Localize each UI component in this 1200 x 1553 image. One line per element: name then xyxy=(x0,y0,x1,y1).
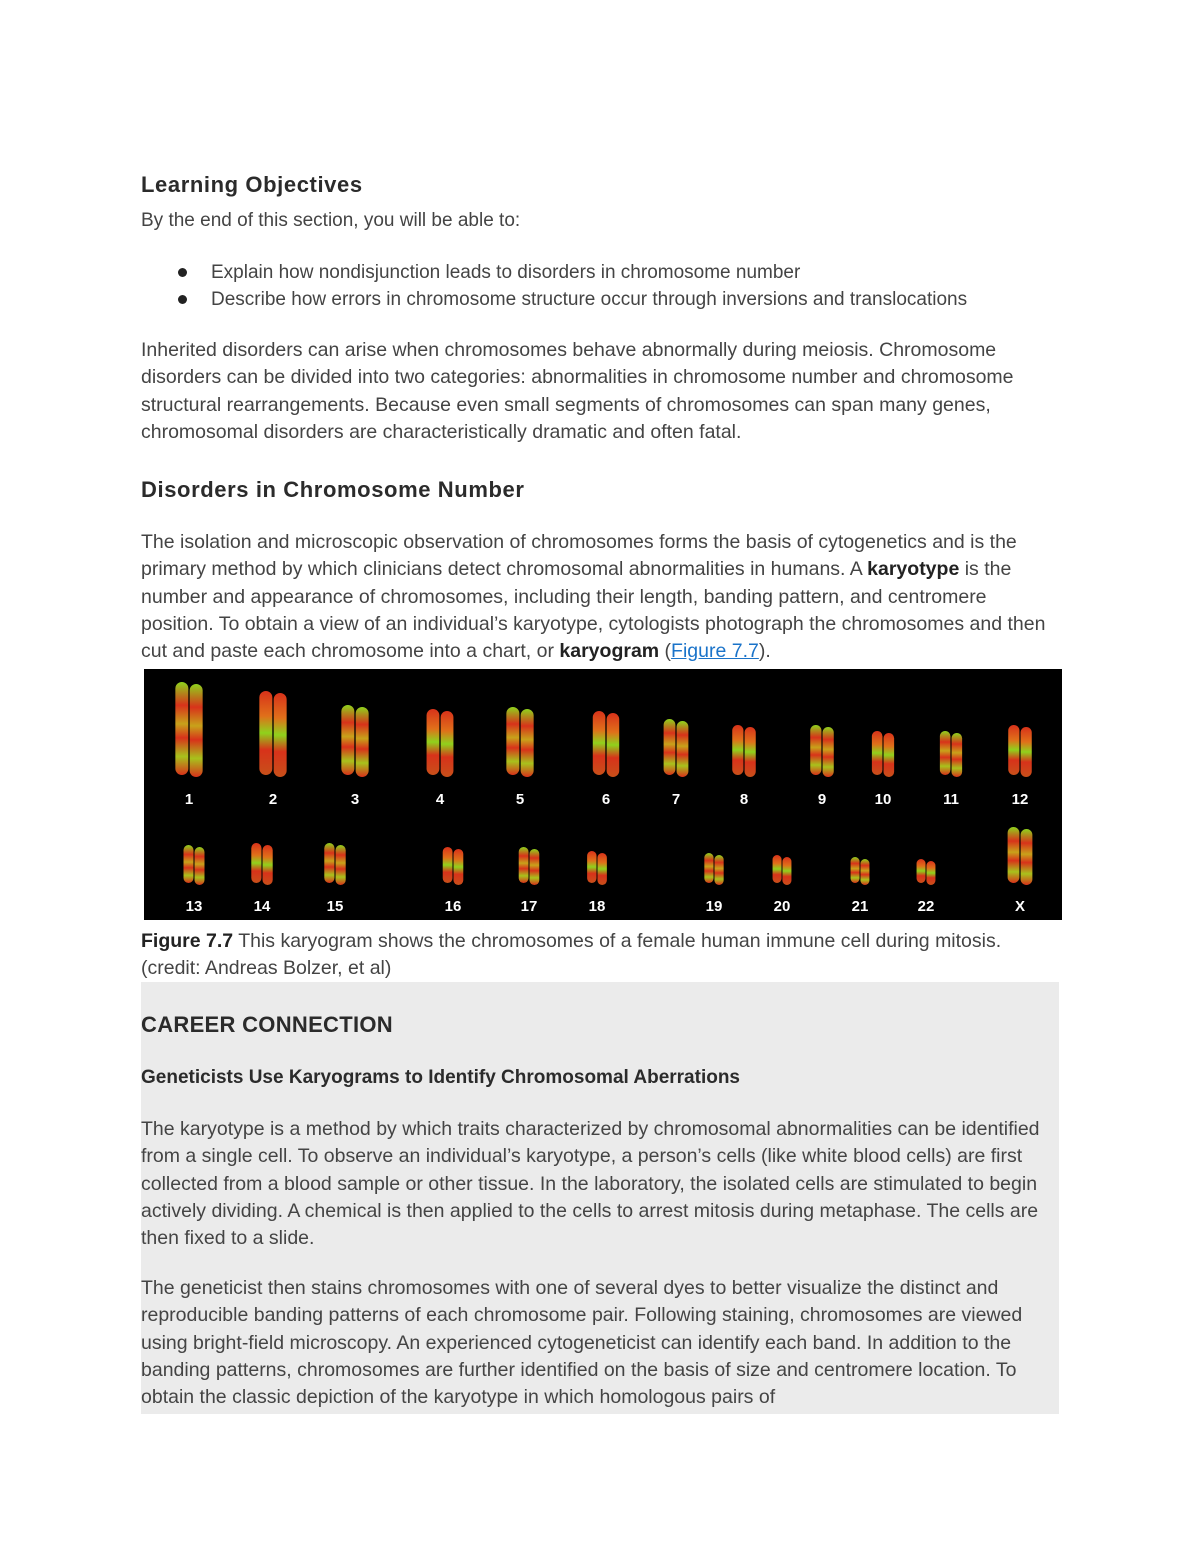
chromosome-11-2 xyxy=(952,733,963,777)
chromosome-label-16: 16 xyxy=(444,898,462,915)
paragraph-text: ( xyxy=(659,640,672,663)
chromosome-13-2 xyxy=(195,847,205,885)
chromosome-label-8: 8 xyxy=(739,791,749,808)
chromosome-label-14: 14 xyxy=(253,898,271,915)
chromosome-3-2 xyxy=(356,707,369,777)
chromosome-pair-18 xyxy=(587,851,607,885)
career-subtitle: Geneticists Use Karyograms to Identify Chromosomal Aberrations xyxy=(141,1067,741,1088)
chromosome-1-1 xyxy=(175,682,188,775)
chromosome-19-1 xyxy=(704,853,713,883)
chromosome-pair-8 xyxy=(732,725,756,777)
learning-objectives-heading: Learning Objectives xyxy=(141,172,363,197)
chromosome-pair-17 xyxy=(519,847,540,885)
chromosome-9-1 xyxy=(810,725,821,775)
section-heading: Disorders in Chromosome Number xyxy=(141,477,525,502)
figure-caption xyxy=(141,928,1061,983)
karyogram-figure xyxy=(144,669,1062,920)
chromosome-13-1 xyxy=(184,845,194,883)
chromosome-17-2 xyxy=(529,849,539,885)
chromosome-21-2 xyxy=(860,859,869,885)
chromosome-5-2 xyxy=(521,709,534,777)
chromosome-label-18: 18 xyxy=(588,898,606,915)
chromosome-pair-16 xyxy=(443,847,464,885)
chromosome-pair-21 xyxy=(851,857,870,885)
chromosome-label-7: 7 xyxy=(671,791,681,808)
chromosome-18-2 xyxy=(597,853,606,885)
chromosome-20-2 xyxy=(782,857,791,885)
chromosome-7-1 xyxy=(664,719,676,775)
chromosome-label-10: 10 xyxy=(874,791,892,808)
intro-paragraph: Inherited disorders can arise when chromosomes behave abnormally during meiosis. Chromosome disorders can be divided into two categories: abnormalities in chromosome number and chromosome structural rearrangements. Because even small segments of chromosomes can span many genes, chromosomal disorders are characteristically dramatic and often fatal. xyxy=(141,339,1014,443)
chromosome-label-6: 6 xyxy=(601,791,611,808)
chromosome-label-11: 11 xyxy=(943,791,959,808)
chromosome-label-5: 5 xyxy=(515,791,525,808)
chromosome-22-1 xyxy=(917,859,926,883)
chromosome-label-2: 2 xyxy=(268,791,278,808)
chromosome-pair-19 xyxy=(704,853,723,885)
chromosome-label-15: 15 xyxy=(326,898,344,915)
objective-item xyxy=(141,286,967,313)
paragraph-text: is the number and appearance of chromosomes, including their length, banding pattern, and centromere position. To obtain a view of an individual’s karyotype, cytologists photograph the chromosomes and then cut and paste each chromosome into a chart, or xyxy=(141,558,1046,663)
chromosome-label-19: 19 xyxy=(705,898,723,915)
chromosome-10-1 xyxy=(872,731,883,775)
chromosome-21-1 xyxy=(851,857,860,883)
career-connection-box xyxy=(141,982,1059,1414)
chromosome-8-2 xyxy=(745,727,756,777)
chromosome-2-1 xyxy=(259,691,272,775)
chromosome-14-2 xyxy=(263,845,273,885)
chromosome-12-2 xyxy=(1021,727,1032,777)
chromosome-6-2 xyxy=(607,713,620,777)
karyotype-paragraph xyxy=(141,529,1061,665)
chromosome-10-2 xyxy=(884,733,895,777)
chromosome-X-2 xyxy=(1021,829,1033,885)
objective-text: Explain how nondisjunction leads to disorders in chromosome number xyxy=(211,262,801,283)
chromosome-pair-10 xyxy=(872,731,894,777)
chromosome-9-2 xyxy=(823,727,834,777)
chromosome-7-2 xyxy=(677,721,689,777)
career-title: CAREER CONNECTION xyxy=(141,1012,393,1037)
chromosome-pair-14 xyxy=(251,843,272,885)
chromosome-19-2 xyxy=(714,855,723,885)
chromosome-pair-5 xyxy=(506,707,533,777)
chromosome-label-X: X xyxy=(1014,898,1026,915)
chromosome-2-2 xyxy=(274,693,287,777)
chromosome-pair-11 xyxy=(940,731,962,777)
chromosome-pair-2 xyxy=(259,691,286,777)
chromosome-pair-20 xyxy=(773,855,792,885)
chromosome-3-1 xyxy=(341,705,354,775)
chromosome-pair-12 xyxy=(1008,725,1032,777)
chromosome-16-2 xyxy=(453,849,463,885)
objective-text: Describe how errors in chromosome structure occur through inversions and translocations xyxy=(211,289,968,310)
chromosome-pair-15 xyxy=(324,843,345,885)
caption-text: This karyogram shows the chromosomes of a female human immune cell during mitosis. (credit: Andreas Bolzer, et al) xyxy=(141,930,1002,980)
chromosome-label-13: 13 xyxy=(185,898,203,915)
bullet-icon xyxy=(178,268,187,277)
chromosome-4-2 xyxy=(441,711,454,777)
chromosome-5-1 xyxy=(506,707,519,775)
chromosome-22-2 xyxy=(926,861,935,885)
chromosome-label-21: 21 xyxy=(851,898,869,915)
chromosome-pair-13 xyxy=(184,845,205,885)
chromosome-6-1 xyxy=(593,711,606,775)
chromosome-16-1 xyxy=(443,847,453,883)
bullet-icon xyxy=(178,295,187,304)
chromosome-18-1 xyxy=(587,851,596,883)
career-paragraph-1: The karyotype is a method by which traits characterized by chromosomal abnormalities can be identified from a single cell. To observe an individual’s karyotype, a person’s cells (like white blood cells) are first collected from a blood sample or other tissue. In the laboratory, the isolated cells are stimulated to begin actively dividing. A chemical is then applied to the cells to arrest mitosis during metaphase. The cells are then fixed to a slide. xyxy=(141,1118,1040,1250)
chromosome-17-1 xyxy=(519,847,529,883)
chromosome-label-22: 22 xyxy=(917,898,935,915)
chromosome-4-1 xyxy=(427,709,440,775)
chromosome-1-2 xyxy=(190,684,203,777)
chromosome-X-1 xyxy=(1008,827,1020,883)
chromosome-11-1 xyxy=(940,731,951,775)
chromosome-label-1: 1 xyxy=(184,791,194,808)
chromosome-pair-9 xyxy=(810,725,834,777)
chromosome-pair-3 xyxy=(341,705,368,777)
objectives-intro: By the end of this section, you will be able to: xyxy=(141,210,521,231)
career-paragraph-2: The geneticist then stains chromosomes with one of several dyes to better visualize the distinct and reproducible banding patterns of each chromosome pair. Following staining, chromosomes are viewed using bright-field microscopy. An experienced cytogeneticist can identify each band. In addition to the banding patterns, chromosomes are further identified on the basis of size and centromere location. To obtain the classic depiction of the karyotype in which homologous pairs of xyxy=(141,1277,1023,1409)
figure-link[interactable]: Figure 7.7 xyxy=(671,640,759,663)
caption-label: Figure 7.7 xyxy=(141,930,234,952)
chromosome-12-1 xyxy=(1008,725,1019,775)
chromosome-pair-X xyxy=(1008,827,1033,885)
chromosome-label-17: 17 xyxy=(520,898,538,915)
chromosome-label-9: 9 xyxy=(817,791,827,808)
karyogram-image xyxy=(144,669,1062,920)
chromosome-15-1 xyxy=(324,843,334,883)
chromosome-label-3: 3 xyxy=(350,791,360,808)
chromosome-pair-4 xyxy=(427,709,454,777)
chromosome-label-12: 12 xyxy=(1011,791,1029,808)
chromosome-pair-1 xyxy=(175,682,202,777)
term-karyotype: karyotype xyxy=(867,558,960,581)
paragraph-text: ). xyxy=(758,640,771,663)
term-karyogram: karyogram xyxy=(559,640,660,663)
chromosome-pair-6 xyxy=(593,711,619,777)
chromosome-20-1 xyxy=(773,855,782,883)
chromosome-label-4: 4 xyxy=(435,791,445,808)
chromosome-8-1 xyxy=(732,725,743,775)
chromosome-15-2 xyxy=(336,845,346,885)
chromosome-pair-7 xyxy=(664,719,689,777)
chromosome-14-1 xyxy=(251,843,261,883)
objective-item xyxy=(141,259,967,286)
chromosome-label-20: 20 xyxy=(773,898,791,915)
objectives-list xyxy=(141,259,967,313)
chromosome-pair-22 xyxy=(917,859,936,885)
paragraph-text: The isolation and microscopic observation of chromosomes forms the basis of cytogenetics and is the primary method by which clinicians detect chromosomal abnormalities in humans. A xyxy=(141,531,1017,581)
